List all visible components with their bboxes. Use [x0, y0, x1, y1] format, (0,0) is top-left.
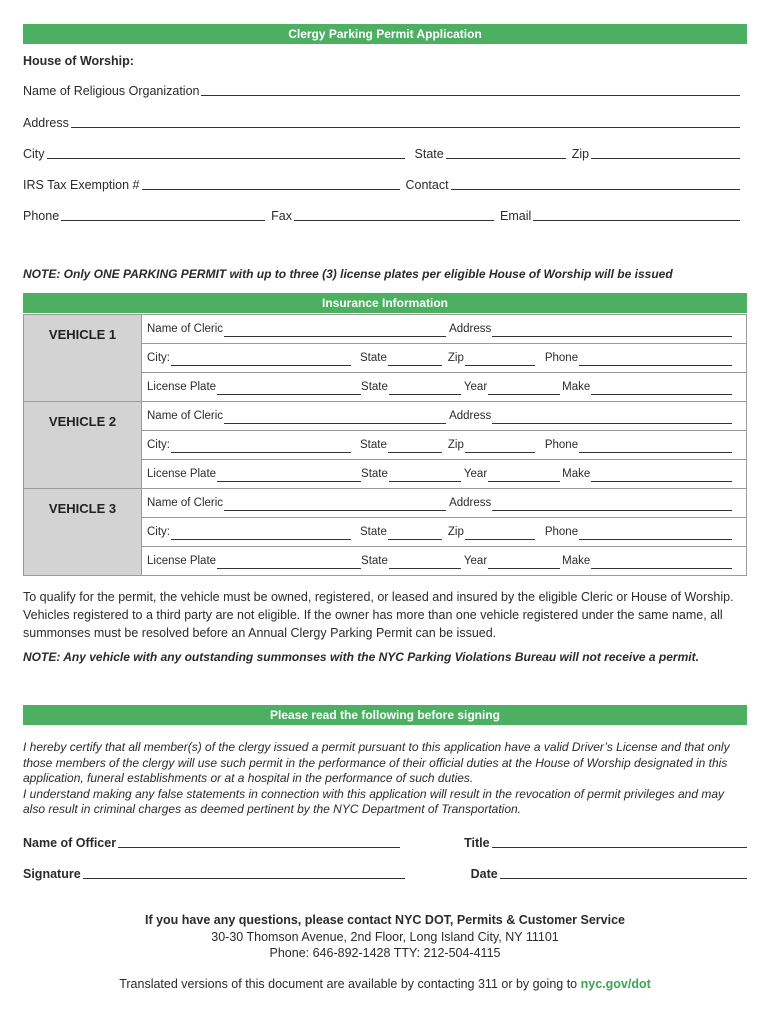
vehicle-3-address-field[interactable] [492, 502, 732, 511]
vehicle-3-year-field[interactable] [488, 560, 560, 569]
address-label: Address [23, 116, 69, 130]
qualify-paragraph: To qualify for the permit, the vehicle must be owned, registered, or leased and insured by the eligible Cleric or House of Worship. Vehicles registered to a third party are not eligible. If the owner has more than one vehicle registered under the same name, all summonses must be resolved before an Annual Clergy Parking Permit can be issued. [23, 590, 734, 640]
title-label: Title [464, 836, 490, 850]
vehicle-2-zip-field[interactable] [465, 444, 535, 453]
vehicle-1-plate-field[interactable] [217, 386, 361, 395]
signature-label: Signature [23, 867, 81, 881]
vehicle-2-state-field[interactable] [388, 444, 442, 453]
state-field[interactable] [446, 148, 566, 159]
title-field[interactable] [492, 837, 747, 848]
vehicle-1-phone-field[interactable] [579, 357, 732, 366]
org-label: Name of Religious Organization [23, 84, 200, 98]
email-label: Email [500, 209, 532, 223]
vehicle-2-plate-state-field[interactable] [389, 473, 461, 482]
vehicle-1-zip-field[interactable] [465, 357, 535, 366]
vehicle-3-city-field[interactable] [171, 531, 351, 540]
vehicle-1-plate-state-field[interactable] [389, 386, 461, 395]
state-label: State [414, 147, 444, 161]
translated-text: Translated versions of this document are available by contacting 311 or by going to [119, 977, 578, 991]
date-field[interactable] [500, 868, 747, 879]
insurance-title-bar [23, 293, 747, 313]
phone-row [23, 209, 740, 223]
vehicle-3-zip-field[interactable] [465, 531, 535, 540]
irs-field[interactable] [142, 179, 400, 190]
contact-label: Contact [405, 178, 449, 192]
contact-address: 30-30 Thomson Avenue, 2nd Floor, Long Island City, NY 11101 [211, 930, 559, 944]
vehicle-1-make-field[interactable] [591, 386, 732, 395]
city-field[interactable] [47, 148, 405, 159]
zip-field[interactable] [591, 148, 740, 159]
vehicle-3-label: VEHICLE 3 [24, 489, 142, 576]
vehicle-2-plate-field[interactable] [217, 473, 361, 482]
vehicle-2-address-field[interactable] [492, 415, 732, 424]
vehicle-2-phone-field[interactable] [579, 444, 732, 453]
vehicle-1-cleric-field[interactable] [224, 328, 446, 337]
signing-title-bar [23, 705, 747, 725]
vehicle-3-plate-field[interactable] [217, 560, 361, 569]
certification-paragraph-1: I hereby certify that all member(s) of the clergy issued a permit pursuant to this application have a valid Driver’s License and that only those members of the clergy will use such permit in the performance of their official duties at the House of Worship designated in this application, funeral establishments or at a hospital in the performance of such duties. [23, 740, 730, 786]
zip-label: Zip [571, 147, 590, 161]
phone-label: Phone [23, 209, 60, 223]
vehicle-2-cleric-field[interactable] [224, 415, 446, 424]
note-summonses: NOTE: Any vehicle with any outstanding summonses with the NYC Parking Violations Bureau will not receive a permit. [23, 650, 699, 664]
signature-field[interactable] [83, 868, 405, 879]
vehicle-3-block: VEHICLE 3 Name of Cleric Address City: State Zip Phone License Plate State Year Make [24, 489, 747, 576]
vehicle-1-address-field[interactable] [492, 328, 732, 337]
officer-row [23, 836, 747, 850]
signature-row [23, 867, 747, 881]
contact-heading: If you have any questions, please contact NYC DOT, Permits & Customer Service [144, 913, 625, 927]
date-label: Date [470, 867, 498, 881]
email-field[interactable] [533, 210, 740, 221]
vehicle-3-make-field[interactable] [591, 560, 732, 569]
vehicle-2-block: VEHICLE 2 Name of Cleric Address City: State Zip Phone License Plate State Year Make [24, 402, 747, 489]
nyc-dot-link[interactable]: nyc.gov/dot [580, 977, 651, 991]
house-heading: House of Worship: [23, 54, 134, 68]
city-label: City [23, 147, 45, 161]
vehicle-2-make-field[interactable] [591, 473, 732, 482]
officer-label: Name of Officer [23, 836, 117, 850]
fax-field[interactable] [294, 210, 494, 221]
note-one-permit: NOTE: Only ONE PARKING PERMIT with up to three (3) license plates per eligible House of Worship will be issued [23, 267, 673, 281]
address-field[interactable] [71, 117, 740, 128]
vehicle-1-block: VEHICLE 1 Name of Cleric Address City: State Zip Phone License Plate State Year Make [24, 315, 747, 402]
translated-note [0, 977, 770, 991]
insurance-title: Insurance Information [321, 296, 449, 310]
form-title: Clergy Parking Permit Application [288, 27, 482, 41]
org-row [23, 84, 740, 98]
vehicle-1-state-field[interactable] [388, 357, 442, 366]
contact-field[interactable] [451, 179, 740, 190]
irs-label: IRS Tax Exemption # [23, 178, 140, 192]
vehicle-2-year-field[interactable] [488, 473, 560, 482]
vehicle-3-phone-field[interactable] [579, 531, 732, 540]
contact-phones: Phone: 646-892-1428 TTY: 212-504-4115 [269, 946, 501, 960]
insurance-table [23, 314, 747, 576]
vehicle-3-cleric-field[interactable] [224, 502, 446, 511]
officer-field[interactable] [118, 837, 400, 848]
address-row [23, 116, 740, 130]
fax-label: Fax [271, 209, 292, 223]
org-field[interactable] [201, 85, 740, 96]
vehicle-2-city-field[interactable] [171, 444, 351, 453]
vehicle-2-label: VEHICLE 2 [24, 402, 142, 489]
vehicle-1-city-field[interactable] [171, 357, 351, 366]
vehicle-3-plate-state-field[interactable] [389, 560, 461, 569]
certification-text [23, 740, 741, 818]
vehicle-3-state-field[interactable] [388, 531, 442, 540]
city-row [23, 147, 740, 161]
vehicle-1-label: VEHICLE 1 [24, 315, 142, 402]
irs-row [23, 178, 740, 192]
form-title-bar [23, 24, 747, 44]
phone-field[interactable] [61, 210, 265, 221]
certification-paragraph-2: I understand making any false statements in connection with this application will result in the revocation of permit privileges and may also result in criminal charges as deemed pertinent by the NYC Department of Transportation. [23, 786, 725, 817]
signing-title: Please read the following before signing [269, 708, 501, 722]
vehicle-1-year-field[interactable] [488, 386, 560, 395]
